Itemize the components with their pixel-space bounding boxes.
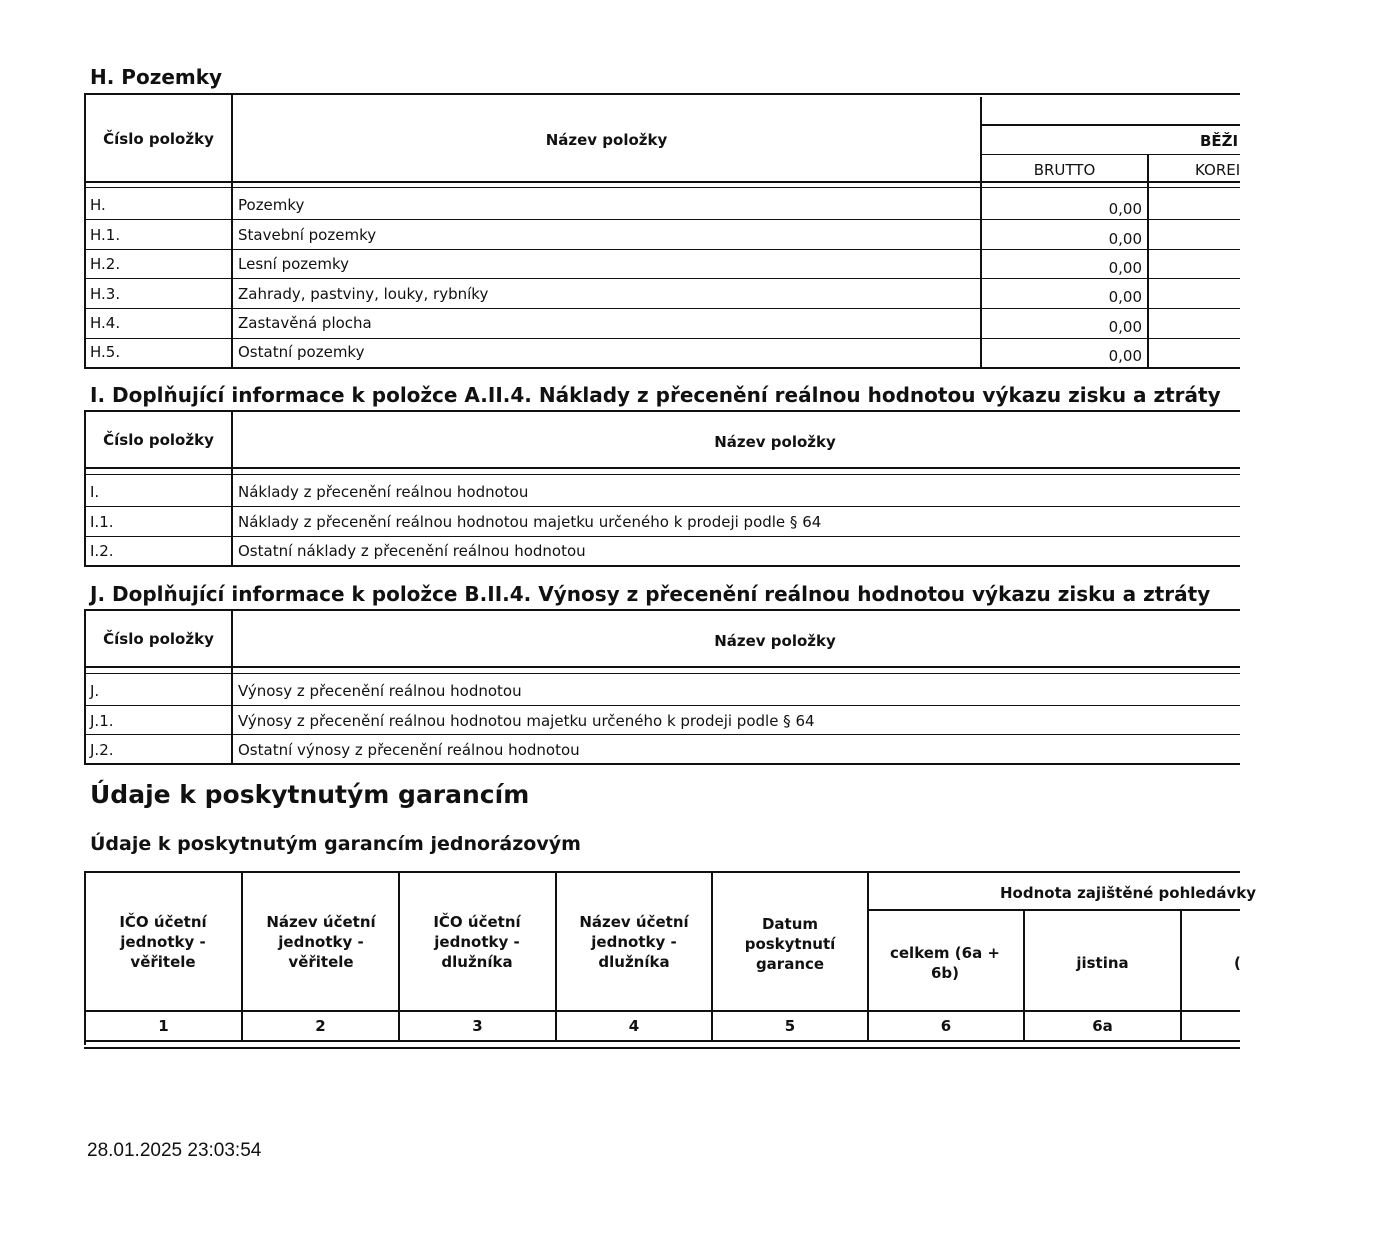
col-header-korekce: KOREI [1195, 161, 1241, 179]
col-header-brutto: BRUTTO [1033, 161, 1096, 179]
col-header-nazev: Název položky [714, 433, 836, 451]
col-header-ico-veritele: IČO účetní jednotky - věřitele [119, 913, 207, 971]
col-header-datum: Datum poskytnutí garance [744, 915, 836, 973]
col-header-celkem: celkem (6a + 6b) [889, 944, 1000, 982]
group-header-hodnota: Hodnota zajištěné pohledávky [999, 884, 1256, 902]
guarantees-subtitle: Údaje k poskytnutým garancím jednorázovým [90, 833, 581, 855]
col-header-nazev: Název položky [714, 632, 836, 650]
col-header-cislo: Číslo položky [103, 130, 214, 148]
col-header-cislo: Číslo položky [103, 431, 214, 449]
col-header-ico-dluznika: IČO účetní jednotky - dlužníka [433, 913, 521, 971]
col-header-nazev-veritele: Název účetní jednotky - věřitele [266, 913, 376, 971]
section-j-title: J. Doplňující informace k položce B.II.4. Výnosy z přecenění reálnou hodnotou výkazu zisku a ztráty [90, 582, 1211, 606]
section-h-title: H. Pozemky [90, 65, 223, 89]
col-header-nazev-dluznika: Název účetní jednotky - dlužníka [579, 913, 689, 971]
col-header-nazev: Název položky [545, 131, 668, 149]
col-header-period: BĚŽI [1200, 132, 1239, 150]
col-header-jistina: jistina [1076, 954, 1129, 972]
timestamp: 28.01.2025 23:03:54 [87, 1140, 262, 1161]
col-header-partial: ( [1234, 954, 1241, 972]
section-i-title: I. Doplňující informace k položce A.II.4. Náklady z přecenění reálnou hodnotou výkazu zisku a ztráty [90, 383, 1221, 407]
col-header-cislo: Číslo položky [103, 630, 214, 648]
guarantees-title: Údaje k poskytnutým garancím [90, 780, 530, 809]
